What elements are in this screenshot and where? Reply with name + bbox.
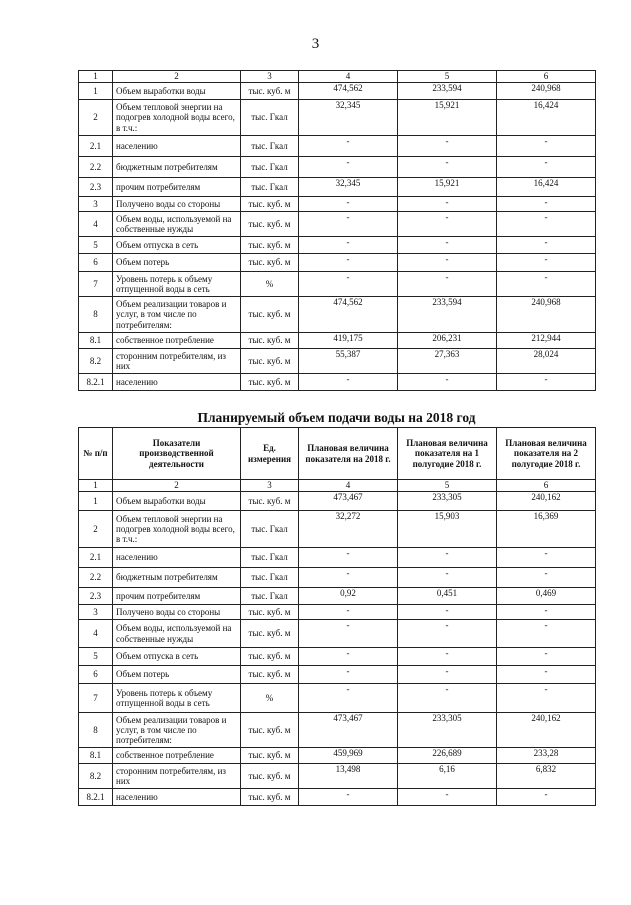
- unit: тыс. Гкал: [241, 568, 299, 588]
- row-number: 4: [79, 620, 113, 648]
- unit: тыс. Гкал: [241, 100, 299, 136]
- unit: тыс. куб. м: [241, 333, 299, 349]
- unit: тыс. куб. м: [241, 297, 299, 333]
- value-year: 32,272: [299, 511, 398, 548]
- indicator-name: бюджетным потребителям: [113, 568, 241, 588]
- section-title: Планируемый объем подачи воды на 2018 год: [197, 410, 476, 425]
- indicator-name: Уровень потерь к объему отпущенной воды в сеть: [113, 684, 241, 713]
- row-number: 2.3: [79, 588, 113, 605]
- table-row: [79, 349, 596, 374]
- table-row: [79, 713, 596, 748]
- header-num: № п/п: [79, 428, 113, 480]
- row-number: 2.1: [79, 548, 113, 568]
- row-number: 4: [79, 212, 113, 237]
- value-h1: 226,689: [398, 748, 497, 764]
- unit: тыс. Гкал: [241, 157, 299, 178]
- value-year: -: [299, 684, 398, 713]
- unit: тыс. куб. м: [241, 254, 299, 272]
- row-number: 5: [79, 237, 113, 254]
- row-number: 8.1: [79, 333, 113, 349]
- index-cell: 5: [398, 480, 497, 492]
- indicator-name: Объем отпуска в сеть: [113, 237, 241, 254]
- indicator-name: Объем тепловой энергии на подогрев холодной воды всего, в т.ч.:: [113, 511, 241, 548]
- value-h2: -: [497, 666, 596, 684]
- value-year: 13,498: [299, 764, 398, 789]
- index-cell: 4: [299, 71, 398, 83]
- planned-water-supply-table: [78, 427, 596, 806]
- value-year: 474,562: [299, 83, 398, 100]
- value-h1: -: [398, 212, 497, 237]
- value-year: 0,92: [299, 588, 398, 605]
- unit: тыс. куб. м: [241, 605, 299, 620]
- value-year: -: [299, 666, 398, 684]
- table-row: [79, 620, 596, 648]
- production-table-continued: [78, 70, 596, 391]
- value-h2: -: [497, 272, 596, 297]
- table-row: [79, 789, 596, 806]
- value-h1: 233,594: [398, 83, 497, 100]
- index-cell: 1: [79, 480, 113, 492]
- value-year: 474,562: [299, 297, 398, 333]
- table-row: [79, 197, 596, 212]
- value-year: 473,467: [299, 713, 398, 748]
- value-year: -: [299, 272, 398, 297]
- unit: тыс. куб. м: [241, 374, 299, 391]
- value-year: -: [299, 648, 398, 666]
- row-number: 8.2.1: [79, 789, 113, 806]
- table-row: [79, 178, 596, 197]
- indicator-name: населению: [113, 789, 241, 806]
- table-row: [79, 764, 596, 789]
- indicator-name: сторонним потребителям, из них: [113, 764, 241, 789]
- unit: тыс. Гкал: [241, 588, 299, 605]
- value-year: 459,969: [299, 748, 398, 764]
- row-number: 3: [79, 605, 113, 620]
- row-number: 2.2: [79, 157, 113, 178]
- indicator-name: Объем потерь: [113, 254, 241, 272]
- value-year: 32,345: [299, 178, 398, 197]
- value-h2: -: [497, 684, 596, 713]
- table-row: [79, 212, 596, 237]
- indicator-name: Объем воды, используемой на собственные нужды: [113, 620, 241, 648]
- value-h1: -: [398, 157, 497, 178]
- index-cell: 3: [241, 71, 299, 83]
- value-h2: -: [497, 157, 596, 178]
- value-h1: -: [398, 374, 497, 391]
- value-h2: 233,28: [497, 748, 596, 764]
- unit: тыс. Гкал: [241, 136, 299, 157]
- value-year: -: [299, 605, 398, 620]
- indicator-name: Объем потерь: [113, 666, 241, 684]
- value-h1: -: [398, 568, 497, 588]
- value-h1: 233,305: [398, 492, 497, 511]
- row-number: 8.2: [79, 349, 113, 374]
- value-h1: -: [398, 789, 497, 806]
- value-h2: -: [497, 548, 596, 568]
- value-h2: -: [497, 648, 596, 666]
- value-h1: 233,594: [398, 297, 497, 333]
- unit: тыс. куб. м: [241, 648, 299, 666]
- value-h2: -: [497, 136, 596, 157]
- value-h1: 15,903: [398, 511, 497, 548]
- value-h2: -: [497, 620, 596, 648]
- table-row: [79, 136, 596, 157]
- table-row: [79, 83, 596, 100]
- value-year: -: [299, 157, 398, 178]
- row-number: 8.2.1: [79, 374, 113, 391]
- table-row: [79, 548, 596, 568]
- value-year: 55,387: [299, 349, 398, 374]
- unit: %: [241, 684, 299, 713]
- table-row: [79, 605, 596, 620]
- value-year: -: [299, 374, 398, 391]
- value-h2: -: [497, 789, 596, 806]
- value-h1: 206,231: [398, 333, 497, 349]
- row-number: 2: [79, 100, 113, 136]
- indicator-name: Уровень потерь к объему отпущенной воды в сеть: [113, 272, 241, 297]
- header-plan-h2: Плановая величина показателя на 2 полугодие 2018 г.: [497, 428, 596, 480]
- value-h1: -: [398, 684, 497, 713]
- value-h2: -: [497, 374, 596, 391]
- table-row: [79, 100, 596, 136]
- value-h1: -: [398, 605, 497, 620]
- value-h1: 233,305: [398, 713, 497, 748]
- value-h2: 240,162: [497, 492, 596, 511]
- unit: %: [241, 272, 299, 297]
- row-number: 6: [79, 254, 113, 272]
- value-year: -: [299, 136, 398, 157]
- indicator-name: прочим потребителям: [113, 588, 241, 605]
- row-number: 2: [79, 511, 113, 548]
- row-number: 8.2: [79, 764, 113, 789]
- header-plan-year: Плановая величина показателя на 2018 г.: [299, 428, 398, 480]
- column-index-row: [79, 480, 596, 492]
- header-unit: Ед. измерения: [241, 428, 299, 480]
- table-row: [79, 666, 596, 684]
- indicator-name: населению: [113, 548, 241, 568]
- value-h1: -: [398, 197, 497, 212]
- value-year: -: [299, 254, 398, 272]
- value-year: -: [299, 568, 398, 588]
- index-cell: 2: [113, 480, 241, 492]
- value-year: 32,345: [299, 100, 398, 136]
- row-number: 2.1: [79, 136, 113, 157]
- indicator-name: Получено воды со стороны: [113, 605, 241, 620]
- value-h2: -: [497, 605, 596, 620]
- value-h1: 15,921: [398, 178, 497, 197]
- indicator-name: собственное потребление: [113, 333, 241, 349]
- index-cell: 5: [398, 71, 497, 83]
- value-year: -: [299, 212, 398, 237]
- index-cell: 6: [497, 71, 596, 83]
- indicator-name: сторонним потребителям, из них: [113, 349, 241, 374]
- table-row: [79, 568, 596, 588]
- value-year: -: [299, 789, 398, 806]
- unit: тыс. куб. м: [241, 83, 299, 100]
- indicator-name: населению: [113, 136, 241, 157]
- index-cell: 3: [241, 480, 299, 492]
- unit: тыс. куб. м: [241, 748, 299, 764]
- value-year: 473,467: [299, 492, 398, 511]
- indicator-name: Объем воды, используемой на собственные нужды: [113, 212, 241, 237]
- unit: тыс. куб. м: [241, 764, 299, 789]
- value-h1: -: [398, 548, 497, 568]
- value-h1: 0,451: [398, 588, 497, 605]
- value-h2: 0,469: [497, 588, 596, 605]
- index-cell: 4: [299, 480, 398, 492]
- indicator-name: Объем выработки воды: [113, 83, 241, 100]
- value-h2: 16,424: [497, 178, 596, 197]
- row-number: 2.3: [79, 178, 113, 197]
- value-h1: -: [398, 237, 497, 254]
- page-number: 3: [311, 36, 320, 52]
- row-number: 2.2: [79, 568, 113, 588]
- value-h1: -: [398, 254, 497, 272]
- column-index-row: [79, 71, 596, 83]
- row-number: 5: [79, 648, 113, 666]
- unit: тыс. куб. м: [241, 212, 299, 237]
- value-h1: -: [398, 136, 497, 157]
- table-row: [79, 684, 596, 713]
- value-year: -: [299, 620, 398, 648]
- header-plan-h1: Плановая величина показателя на 1 полугодие 2018 г.: [398, 428, 497, 480]
- indicator-name: бюджетным потребителям: [113, 157, 241, 178]
- value-h2: -: [497, 212, 596, 237]
- indicator-name: Объем выработки воды: [113, 492, 241, 511]
- row-number: 8: [79, 713, 113, 748]
- indicator-name: прочим потребителям: [113, 178, 241, 197]
- indicator-name: Объем отпуска в сеть: [113, 648, 241, 666]
- table-row: [79, 492, 596, 511]
- value-h2: -: [497, 197, 596, 212]
- indicator-name: населению: [113, 374, 241, 391]
- table-row: [79, 333, 596, 349]
- row-number: 7: [79, 272, 113, 297]
- value-year: -: [299, 197, 398, 212]
- table-row: [79, 297, 596, 333]
- unit: тыс. куб. м: [241, 237, 299, 254]
- unit: тыс. Гкал: [241, 548, 299, 568]
- header-indicator: Показатели производственной деятельности: [113, 428, 241, 480]
- table-row: [79, 374, 596, 391]
- table-row: [79, 237, 596, 254]
- row-number: 7: [79, 684, 113, 713]
- value-h2: 212,944: [497, 333, 596, 349]
- value-h2: 240,968: [497, 297, 596, 333]
- value-h1: -: [398, 272, 497, 297]
- value-h2: 16,424: [497, 100, 596, 136]
- row-number: 8: [79, 297, 113, 333]
- row-number: 1: [79, 492, 113, 511]
- indicator-name: Получено воды со стороны: [113, 197, 241, 212]
- unit: тыс. куб. м: [241, 620, 299, 648]
- value-year: -: [299, 237, 398, 254]
- table-row: [79, 588, 596, 605]
- unit: тыс. куб. м: [241, 789, 299, 806]
- unit: тыс. куб. м: [241, 349, 299, 374]
- row-number: 1: [79, 83, 113, 100]
- unit: тыс. Гкал: [241, 178, 299, 197]
- table-row: [79, 648, 596, 666]
- value-h1: -: [398, 666, 497, 684]
- value-h2: -: [497, 568, 596, 588]
- table-row: [79, 748, 596, 764]
- row-number: 8.1: [79, 748, 113, 764]
- value-h1: 27,363: [398, 349, 497, 374]
- unit: тыс. куб. м: [241, 492, 299, 511]
- index-cell: 2: [113, 71, 241, 83]
- value-h1: -: [398, 648, 497, 666]
- value-h2: 240,162: [497, 713, 596, 748]
- index-cell: 1: [79, 71, 113, 83]
- value-year: -: [299, 548, 398, 568]
- row-number: 6: [79, 666, 113, 684]
- row-number: 3: [79, 197, 113, 212]
- unit: тыс. куб. м: [241, 713, 299, 748]
- table-row: [79, 511, 596, 548]
- value-h2: -: [497, 254, 596, 272]
- table-row: [79, 157, 596, 178]
- value-h2: 16,369: [497, 511, 596, 548]
- value-h2: 240,968: [497, 83, 596, 100]
- value-year: 419,175: [299, 333, 398, 349]
- indicator-name: Объем тепловой энергии на подогрев холодной воды всего, в т.ч.:: [113, 100, 241, 136]
- table-row: [79, 272, 596, 297]
- unit: тыс. куб. м: [241, 197, 299, 212]
- value-h2: 28,024: [497, 349, 596, 374]
- index-cell: 6: [497, 480, 596, 492]
- unit: тыс. Гкал: [241, 511, 299, 548]
- indicator-name: Объем реализации товаров и услуг, в том числе по потребителям:: [113, 713, 241, 748]
- value-h2: -: [497, 237, 596, 254]
- indicator-name: собственное потребление: [113, 748, 241, 764]
- indicator-name: Объем реализации товаров и услуг, в том числе по потребителям:: [113, 297, 241, 333]
- unit: тыс. куб. м: [241, 666, 299, 684]
- value-h2: 6,832: [497, 764, 596, 789]
- header-row: [79, 428, 596, 480]
- value-h1: 6,16: [398, 764, 497, 789]
- table-row: [79, 254, 596, 272]
- value-h1: 15,921: [398, 100, 497, 136]
- value-h1: -: [398, 620, 497, 648]
